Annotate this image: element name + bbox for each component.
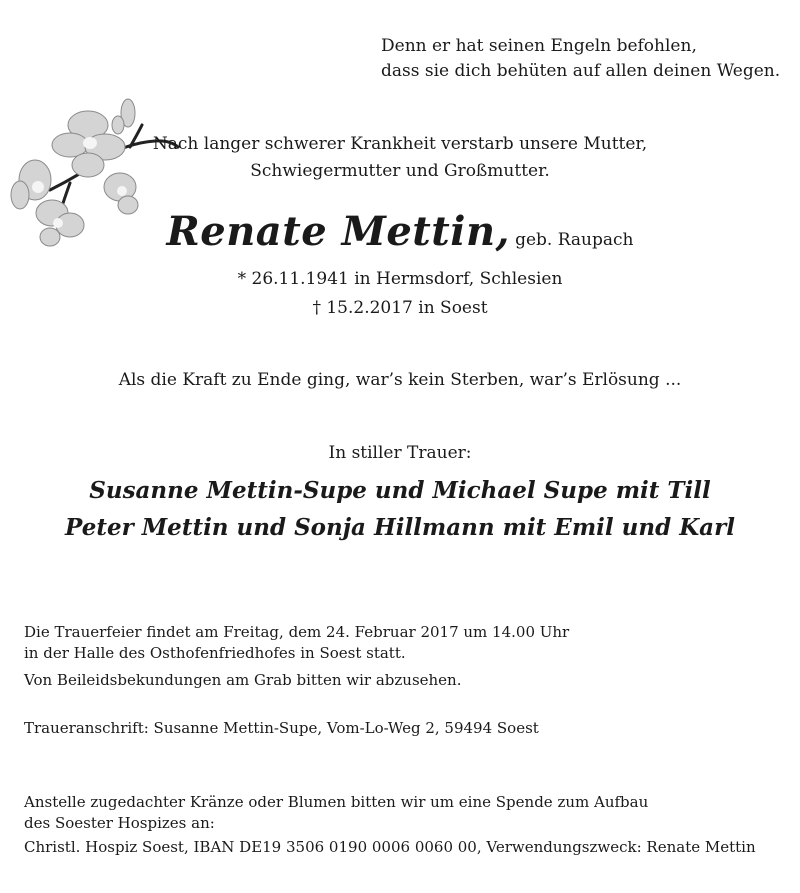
intro-line-1: Nach langer schwerer Krankheit verstarb unsere Mutter,: [152, 134, 648, 154]
verse-line-1: Denn er hat seinen Engeln befohlen,: [381, 36, 697, 56]
death-date: † 15.2.2017 in Soest: [312, 298, 488, 318]
birth-name: geb. Raupach: [515, 230, 634, 250]
funeral-line-2: in der Halle des Osthofenfriedhofes in Soest statt.: [24, 644, 406, 662]
donation-line-2: des Soester Hospizes an:: [24, 814, 215, 832]
funeral-info: [24, 622, 569, 664]
donation-line-1: Anstelle zugedachter Kränze oder Blumen bitten wir um eine Spende zum Aufbau: [24, 793, 649, 811]
mourners-line-2: Peter Mettin und Sonja Hillmann mit Emil und Karl: [65, 514, 735, 541]
mourners-names: [0, 472, 800, 546]
life-dates: [0, 265, 800, 323]
deceased-name: Renate Mettin: [166, 208, 496, 255]
mourners-heading: In stiller Trauer:: [328, 443, 472, 463]
birth-date: * 26.11.1941 in Hermsdorf, Schlesien: [237, 269, 563, 289]
deceased-name-line: [0, 208, 800, 255]
intro-line-2: Schwiegermutter und Großmutter.: [250, 161, 550, 181]
mourners-line-1: Susanne Mettin-Supe und Michael Supe mit Till: [89, 477, 711, 504]
verse-line-2: dass sie dich behüten auf allen deinen Wegen.: [381, 61, 781, 81]
memorial-quote: Als die Kraft zu Ende ging, war’s kein Sterben, war’s Erlösung ...: [118, 370, 682, 390]
death-notice-intro: [0, 131, 800, 185]
mourning-address: Traueranschrift: Susanne Mettin-Supe, Vom-Lo-Weg 2, 59494 Soest: [24, 719, 539, 737]
donation-request: [24, 792, 756, 858]
condolence-note: Von Beileidsbekundungen am Grab bitten wir abzusehen.: [24, 671, 462, 689]
bible-verse: [381, 34, 780, 84]
donation-bank-details: Christl. Hospiz Soest, IBAN DE19 3506 0190 0006 0060 00, Verwendungszweck: Renate Mettin: [24, 838, 756, 856]
funeral-line-1: Die Trauerfeier findet am Freitag, dem 24. Februar 2017 um 14.00 Uhr: [24, 623, 570, 641]
name-comma: ,: [495, 208, 510, 255]
